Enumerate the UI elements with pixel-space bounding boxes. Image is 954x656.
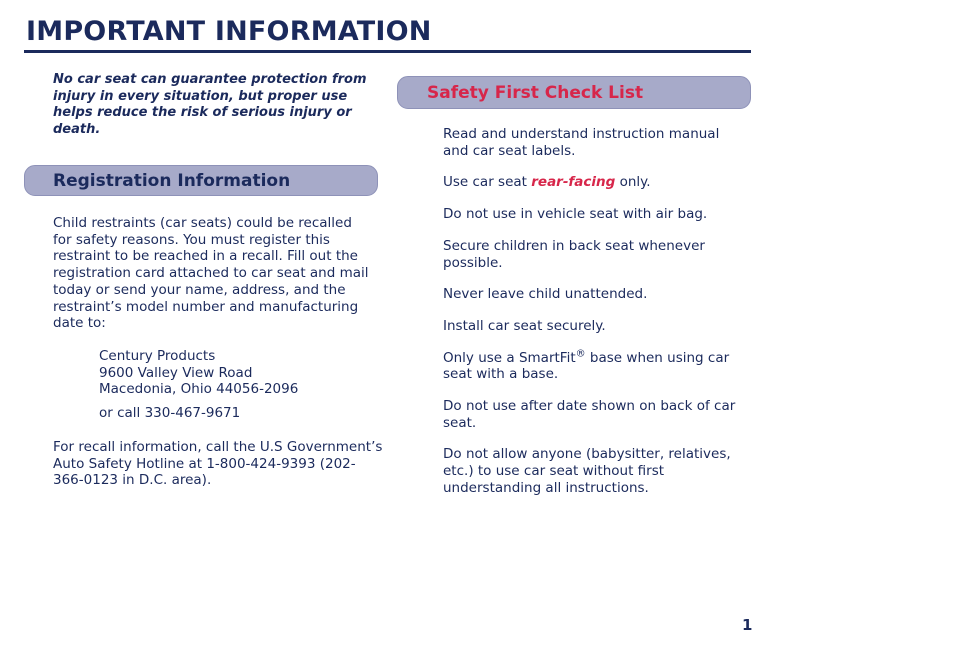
rear-facing-emphasis: rear-facing xyxy=(531,174,616,191)
check-item: Read and understand instruction manual and car seat labels. xyxy=(443,126,720,159)
check-item-text: only. xyxy=(615,174,651,191)
check-item: Do not use after date shown on back of car seat. xyxy=(443,398,736,431)
check-item-text: Only use a SmartFit xyxy=(443,349,576,366)
check-item: Do not use in vehicle seat with air bag. xyxy=(443,206,708,223)
registration-heading-banner xyxy=(24,165,378,196)
page-title: IMPORTANT INFORMATION xyxy=(26,16,432,47)
safety-heading: Safety First Check List xyxy=(427,82,644,103)
title-rule xyxy=(24,50,751,53)
registered-mark: ® xyxy=(575,348,586,360)
registration-heading: Registration Information xyxy=(53,170,291,191)
address-line: Macedonia, Ohio 44056-2096 xyxy=(99,381,299,398)
check-item: Install car seat securely. xyxy=(443,317,606,334)
call-number: or call 330-467-9671 xyxy=(99,405,241,421)
page-number: 1 xyxy=(742,616,753,634)
safety-check-list xyxy=(443,126,738,512)
check-item: Do not allow anyone (babysitter, relatives, etc.) to use car seat without first understanding all instructions. xyxy=(443,446,731,496)
check-item xyxy=(443,174,738,191)
check-item: Never leave child unattended. xyxy=(443,286,648,303)
check-item-text: Use car seat xyxy=(443,174,532,191)
intro-warning: No car seat can guarantee protection from injury in every situation, but proper use helps reduce the risk of serious injury or death. xyxy=(53,72,367,137)
check-item xyxy=(443,350,738,383)
address-line: Century Products xyxy=(99,348,216,364)
check-item-text: base when using car seat with a base. xyxy=(443,349,730,383)
mailing-address xyxy=(99,348,359,398)
address-line: 9600 Valley View Road xyxy=(99,364,253,381)
registration-paragraph: Child restraints (car seats) could be recalled for safety reasons. You must register this restraint to be reached in a recall. Fill out the registration card attached to car seat and mail today or send your name, address, and the restraint’s model number and manufacturing date to: xyxy=(53,215,369,332)
check-item: Secure children in back seat whenever possible. xyxy=(443,237,705,271)
safety-heading-banner xyxy=(397,76,751,109)
recall-info: For recall information, call the U.S Government’s Auto Safety Hotline at 1-800-424-9393 (202-366-0123 in D.C. area). xyxy=(53,439,383,489)
